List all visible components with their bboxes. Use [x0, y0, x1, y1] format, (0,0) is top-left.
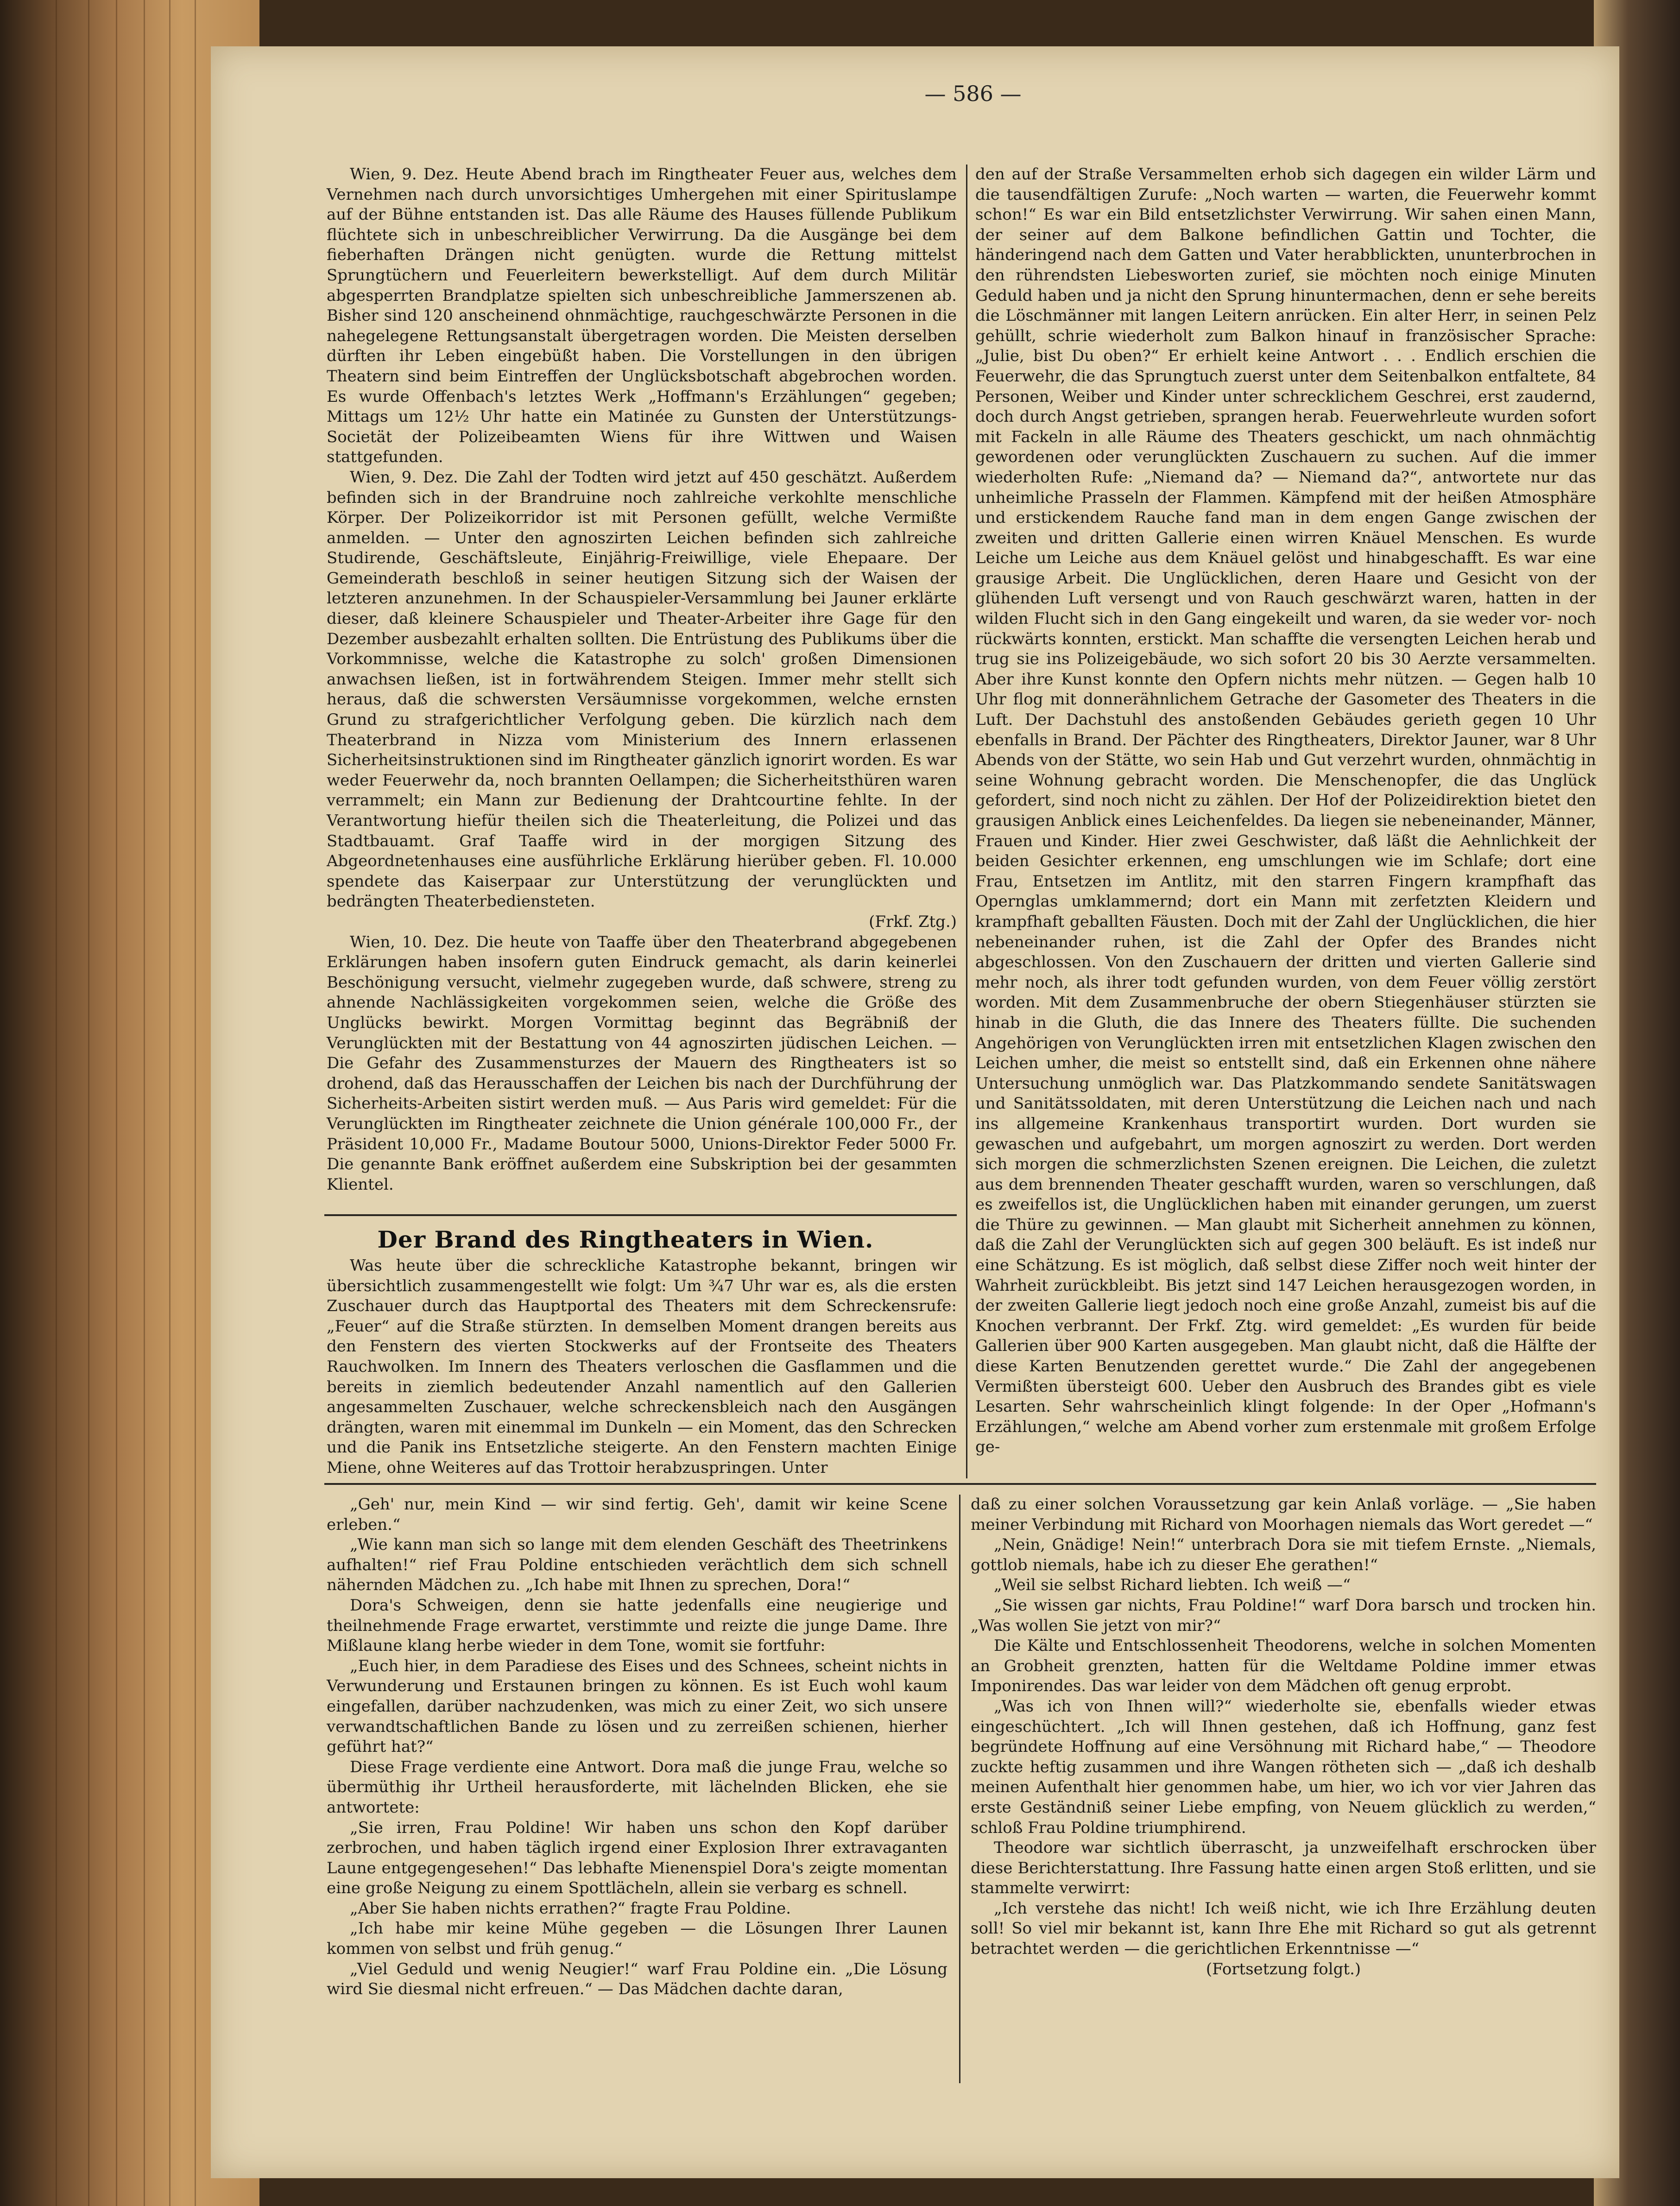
news-paragraph: Wien, 9. Dez. Heute Abend brach im Ringtheater Feuer aus, welches dem Vernehmen nach durch unvorsichtiges Umhergehen mit einer Spirituslampe auf der Bühne entstanden ist. Das alle Räume des Hauses füllende Publikum flüchtete sich in unbeschreiblicher Verwirrung. Da die Ausgänge bei dem fieberhaften Drängen nicht genügten. wurde die Rettung mittelst Sprungtüchern und Feuerleitern bewerkstelligt. Auf dem durch Militär abgesperrten Brandplatze spielten sich unbeschreibliche Jammerszenen ab. Bisher sind 120 anscheinend ohnmächtige, rauchgeschwärzte Personen in die nahegelegene Rettungsanstalt übergetragen worden. Die Meisten derselben dürften ihr Leben eingebüßt haben. Die Vorstellungen in den übrigen Theatern sind beim Eintreffen der Unglücksbotschaft abgebrochen worden. Es wurde Offenbach's letztes Werk „Hoffmann's Erzählungen“ gegeben; Mittags um 12½ Uhr hatte ein Matinée zu Gunsten der Unterstützungs-Societät der Polizeibeamten Wiens für ihre Wittwen und Waisen stattgefunden. — [327, 165, 957, 467]
continued-note: (Fortsetzung folgt.) — [1206, 1959, 1361, 1978]
news-paragraph: Was heute über die schreckliche Katastrophe bekannt, bringen wir übersichtlich zusammengestellt wie folgt: Um ¾7 Uhr war es, als die ersten Zuschauer durch das Hauptportal des Theaters mit dem Schreckensrufe: „Feuer“ auf die Straße stürzten. In demselben Moment drangen bereits aus den Fenstern des vierten Stockwerks auf der Frontseite des Theaters Rauchwolken. Im Innern des Theaters verloschen die Gasflammen und die bereits in ziemlich bedeutender Anzahl namentlich auf den Gallerien angesammelten Zuschauer, welche schreckensbleich nach den Ausgängen drängten, waren mit einemmal im Dunkeln — ein Moment, das den Schrecken und die Panik ins Entsetzliche steigerte. An den Fenstern machten Einige Miene, ohne Weiteres auf das Trottoir herabzuspringen. Unter — [327, 1256, 957, 1477]
story-paragraph: Diese Frage verdiente eine Antwort. Dora maß die junge Frau, welche so übermüthig ihr Urtheil herausforderte, mit lächelnden Blicken, ehe sie antwortete: — [327, 1757, 947, 1817]
story-paragraph: „Ich verstehe das nicht! Ich weiß nicht, wie ich Ihre Erzählung deuten soll! So viel mir bekannt ist, kann Ihre Ehe mit Richard so gut als getrennt betrachtet werden — die gerichtlichen Erkenntnisse —“ — [971, 1899, 1596, 1959]
story-paragraph: „Geh' nur, mein Kind — wir sind fertig. Geh', damit wir keine Scene erleben.“ — [327, 1495, 947, 1534]
news-paragraph: Wien, 9. Dez. Die Zahl der Todten wird jetzt auf 450 geschätzt. Außerdem befinden sich in der Brandruine noch zahlreiche verkohlte menschliche Körper. Der Polizeikorridor ist mit Personen gefüllt, welche Vermißte anmelden. — Unter den agnoszirten Leichen befinden sich zahlreiche Studirende, Geschäftsleute, Einjährig-Freiwillige, viele Ehepaare. Der Gemeinderath beschloß in seiner heutigen Sitzung sich der Waisen der letzteren anzunehmen. In der Schauspieler-Versammlung bei Jauner erklärte dieser, daß kleinere Schauspieler und Theater-Arbeiter ihre Gage für den Dezember ausbezahlt erhalten sollten. Die Entrüstung des Publikums über die Vorkommnisse, welche die Katastrophe zu solch' großen Dimensionen anwachsen ließen, ist in fortwährendem Steigen. Immer mehr stellt sich heraus, daß die schwersten Versäumnisse vorgekommen, welche ernsten Grund zu strafgerichtlicher Verfolgung geben. Die kürzlich nach dem Theaterbrand in Nizza vom Ministerium des Innern erlassenen Sicherheitsinstruktionen sind im Ringtheater gänzlich ignorirt worden. Es war weder Feuerwehr da, noch brannten Oellampen; die Sicherheitsthüren waren verrammelt; ein Mann zur Bedienung der Drahtcourtine fehlte. In der Verantwortung hiefür theilen sich die Theaterleitung, die Polizei und das Stadtbauamt. Graf Taaffe wird in der morgigen Sitzung des Abgeordnetenhauses eine ausführliche Erklärung hierüber geben. Fl. 10.000 spendete das Kaiserpaar zur Unterstützung der verunglückten und bedrängten Theaterbediensteten. — [327, 468, 957, 911]
feuilleton-column-right — [971, 1495, 1596, 1979]
news-paragraph: den auf der Straße Versammelten erhob sich dagegen ein wilder Lärm und die tausendfältigen Zurufe: „Noch warten — warten, die Feuerwehr kommt schon!“ Es war ein Bild entsetzlichster Verwirrung. Wir sahen einen Mann, der seiner auf dem Balkone befindlichen Gattin und Tochter, die händeringend nach dem Gatten und Vater herabblickten, ununterbrochen in den rührendsten Liebesworten zurief, sie möchten noch einige Minuten Geduld haben und ja nicht den Sprung hinuntermachen, denn er sehe bereits die Löschmänner mit langen Leitern anrücken. Ein alter Herr, in seinen Pelz gehüllt, schrie wiederholt zum Balkon hinauf in französischer Sprache: „Julie, bist Du oben?“ Er erhielt keine Antwort . . . Endlich erschien die Feuerwehr, die das Sprungtuch zuerst unter dem Seitenbalkon entfaltete, 84 Personen, Weiber und Kinder unter schrecklichem Geschrei, erst zaudernd, doch durch Angst getrieben, sprangen herab. Feuerwehrleute wurden sofort mit Fackeln in alle Räume des Theaters geschickt, um nach ohnmächtig gewordenen oder verunglückten Zuschauern zu suchen. Auf die immer wiederholten Rufe: „Niemand da? — Niemand da?“, antwortete nur das unheimliche Prasseln der Flammen. Kämpfend mit der heißen Atmosphäre und erstickendem Rauche fand man in dem engen Gange zwischen der zweiten und dritten Gallerie einen wirren Knäuel Menschen. Es wurde Leiche um Leiche aus dem Knäuel gelöst und hinabgeschafft. Es war eine grausige Arbeit. Die Unglücklichen, deren Haare und Gesicht von der glühenden Luft versengt und von Rauch geschwärzt waren, hatten in der wilden Flucht sich in den Gang eingekeilt und waren, da sie weder vor- noch rückwärts konnten, erstickt. Man schaffte die versengten Leichen herab und trug sie ins Polizeigebäude, wo sich sofort 20 bis 30 Aerzte versammelten. Aber ihre Kunst konnte den Opfern nichts mehr nützen. — Gegen halb 10 Uhr flog mit donnerähnlichem Getrache der Gasometer des Theaters in die Luft. Der Dachstuhl des anstoßenden Gebäudes gerieth gegen 10 Uhr ebenfalls in Brand. Der Pächter des Ringtheaters, Direktor Jauner, war 8 Uhr Abends von der Stätte, wo sein Hab und Gut verzehrt wurden, ohnmächtig in seine Wohnung gebracht worden. Die Menschenopfer, die das Unglück gefordert, sind noch nicht zu zählen. Der Hof der Polizeidirektion bietet den grausigen Anblick eines Leichenfeldes. Da liegen sie nebeneinander, Männer, Frauen und Kinder. Hier zwei Geschwister, daß läßt die Aehnlichkeit der beiden Gesichter erkennen, eng umschlungen wie im Schlafe; dort eine Frau, Entsetzen im Antlitz, mit den starren Fingern krampfhaft das Opernglas umklammernd; dort ein Mann mit zerfetzten Kleidern und krampfhaft geballten Fäusten. Doch mit der Zahl der Unglücklichen, die hier nebeneinander ruhen, ist die Zahl der Opfer des Brandes nicht abgeschlossen. Von den Zuschauern der dritten und vierten Gallerie sind mehr noch, als ihrer todt gefunden wurden, von dem Feuer völlig zerstört worden. Mit dem Zusammenbruche der obern Stiegenhäuser stürzten sie hinab in die Gluth, die das Innere des Theaters füllte. Die suchenden Angehörigen von Verunglückten irren mit entsetzlichen Klagen zwischen den Leichen umher, die meist so entstellt sind, daß ein Erkennen ohne nähere Untersuchung unmöglich war. Das Platzkommando sendete Sanitätswagen und Sanitätssoldaten, mit deren Unterstützung die Leichen nach und nach ins allgemeine Krankenhaus transportirt wurden. Dort wurden sie gewaschen und aufgebahrt, um morgen agnoszirt zu werden. Dort werden sich morgen die schmerzlichsten Szenen ereignen. Die Leichen, die zuletzt aus dem brennenden Theater geschafft wurden, waren so verschlungen, daß es zweifellos ist, die Unglücklichen haben mit einander gerungen, um zuerst die Thüre zu gewinnen. — Man glaubt mit Sicherheit annehmen zu können, daß die Zahl der Verunglückten sich auf gegen 300 beläuft. Es ist indeß nur eine Schätzung. Es ist möglich, daß selbst diese Ziffer noch weit hinter der Wahrheit zurückbleibt. Bis jetzt sind 147 Leichen herausgezogen worden, in der zweiten Gallerie liegt jedoch noch eine große Anzahl, zumeist bis auf die Knochen verbrannt. Der Frkf. Ztg. wird gemeldet: „Es wurden für beide Gallerien über 900 Karten ausgegeben. Man glaubt nicht, daß die Hälfte der diese Karten Benutzenden gerettet wurde.“ Die Zahl der angegebenen Vermißten übersteigt 600. Ueber den Ausbruch des Brandes gibt es viele Lesarten. Sehr wahrscheinlich klingt folgende: In der Oper „Hofmann's Erzählungen,“ welche am Abend vorher zum erstenmale mit großem Erfolge ge- — [975, 165, 1596, 1457]
story-paragraph: Dora's Schweigen, denn sie hatte jedenfalls eine neugierige und theilnehmende Frage erwartet, verstimmte und reizte die junge Dame. Ihre Mißlaune klang herbe wieder in dem Tone, womit sie fortfuhr: — [327, 1596, 947, 1655]
story-paragraph: „Aber Sie haben nichts errathen?“ fragte Frau Poldine. — [350, 1899, 791, 1918]
feuilleton-column-left — [327, 1495, 947, 2000]
story-paragraph: „Viel Geduld und wenig Neugier!“ warf Frau Poldine ein. „Die Lösung wird Sie diesmal nicht erfreuen.“ — Das Mädchen dachte daran, — [327, 1959, 947, 1999]
story-paragraph: „Wie kann man sich so lange mit dem elenden Geschäft des Theetrinkens aufhalten!“ rief Frau Poldine entschieden verächtlich dem sich schnell nähernden Mädchen zu. „Ich habe mit Ihnen zu sprechen, Dora!“ — [327, 1535, 947, 1595]
section-divider — [324, 1214, 957, 1216]
page-number: — 586 — — [924, 81, 1022, 106]
news-column-left — [327, 165, 957, 1195]
story-paragraph: „Sie irren, Frau Poldine! Wir haben uns schon den Kopf darüber zerbrochen, und haben täglich irgend einer Explosion Ihrer extravaganten Laune entgegengesehen!“ Das lebhafte Mienenspiel Dora's zeigte momentan eine große Neigung zu einem Spottlächeln, allein sie verbarg es schnell. — [327, 1818, 947, 1898]
news-column-right — [975, 165, 1596, 1458]
headline: Der Brand des Ringtheaters in Wien. — [377, 1226, 874, 1253]
story-paragraph: „Was ich von Ihnen will?“ wiederholte sie, ebenfalls wieder etwas eingeschüchtert. „Ich will Ihnen gestehen, daß ich Hoffnung, ganz fest begründete Hoffnung auf eine Versöhnung mit Richard habe,“ — Theodore zuckte heftig zusammen und ihre Wangen rötheten sich — „daß ich deshalb meinen Aufenthalt hier genommen habe, um hier, wo ich vor vier Jahren das erste Geständniß seiner Liebe empfing, von Neuem glücklich zu werden,“ schloß Frau Poldine triumphirend. — [971, 1697, 1596, 1837]
news-paragraph: Wien, 10. Dez. Die heute von Taaffe über den Theaterbrand abgegebenen Erklärungen haben insofern guten Eindruck gemacht, als darin keinerlei Beschönigung versucht, vielmehr zugegeben wurde, daß schwere, streng zu ahnende Nachlässigkeiten vorgekommen seien, welche die Größe des Unglücks bewirkt. Morgen Vormittag beginnt das Begräbniß der Verunglückten mit der Bestattung von 44 agnoszirten jüdischen Leichen. — Die Gefahr des Zusammensturzes der Mauern des Ringtheaters ist so drohend, daß das Herausschaffen der Leichen bis nach der Durchführung der Sicherheits-Arbeiten sistirt werden muß. — Aus Paris wird gemeldet: Für die Verunglückten im Ringtheater zeichnete die Union générale 100,000 Fr., der Präsident 10,000 Fr., Madame Boutour 5000, Unions-Direktor Feder 5000 Fr. Die genannte Bank eröffnet außerdem eine Subskription bei der gesammten Klientel. — [327, 932, 957, 1194]
story-paragraph: daß zu einer solchen Voraussetzung gar kein Anlaß vorläge. — „Sie haben meiner Verbindung mit Richard von Moorhagen niemals das Wort geredet —“ — [971, 1495, 1596, 1534]
feuilleton-divider — [324, 1483, 1596, 1485]
story-paragraph: „Ich habe mir keine Mühe gegeben — die Lösungen Ihrer Launen kommen von selbst und früh genug.“ — [327, 1919, 947, 1959]
story-paragraph: „Nein, Gnädige! Nein!“ unterbrach Dora sie mit tiefem Ernste. „Niemals, gottlob niemals, habe ich zu dieser Ehe gerathen!“ — [971, 1535, 1596, 1574]
story-paragraph: Die Kälte und Entschlossenheit Theodorens, welche in solchen Momenten an Grobheit grenzten, hatten für die Weltdame Poldine immer etwas Imponirendes. Das war leider von dem Mädchen oft genug erprobt. — [971, 1636, 1596, 1696]
story-paragraph: Theodore war sichtlich überrascht, ja unzweifelhaft erschrocken über diese Berichterstattung. Ihre Fassung hatte einen argen Stoß erlitten, und sie stammelte verwirrt: — [971, 1838, 1596, 1898]
story-paragraph: „Euch hier, in dem Paradiese des Eises und des Schnees, scheint nichts in Verwunderung und Erstaunen bringen zu können. Es ist Euch wohl kaum eingefallen, darüber nachzudenken, was mich zu einer Zeit, wo sich unsere verwandtschaftlichen Bande zu lösen und zu zerreißen schienen, hierher geführt hat?“ — [327, 1656, 947, 1756]
column-rule — [966, 165, 967, 1478]
story-paragraph: „Weil sie selbst Richard liebten. Ich weiß —“ — [994, 1576, 1351, 1595]
news-column-left-lower — [327, 1256, 957, 1478]
column-rule — [959, 1495, 960, 2083]
source-note: (Frkf. Ztg.) — [869, 912, 957, 931]
story-paragraph: „Sie wissen gar nichts, Frau Poldine!“ warf Dora barsch und trocken hin. „Was wollen Sie jetzt von mir?“ — [971, 1596, 1596, 1635]
